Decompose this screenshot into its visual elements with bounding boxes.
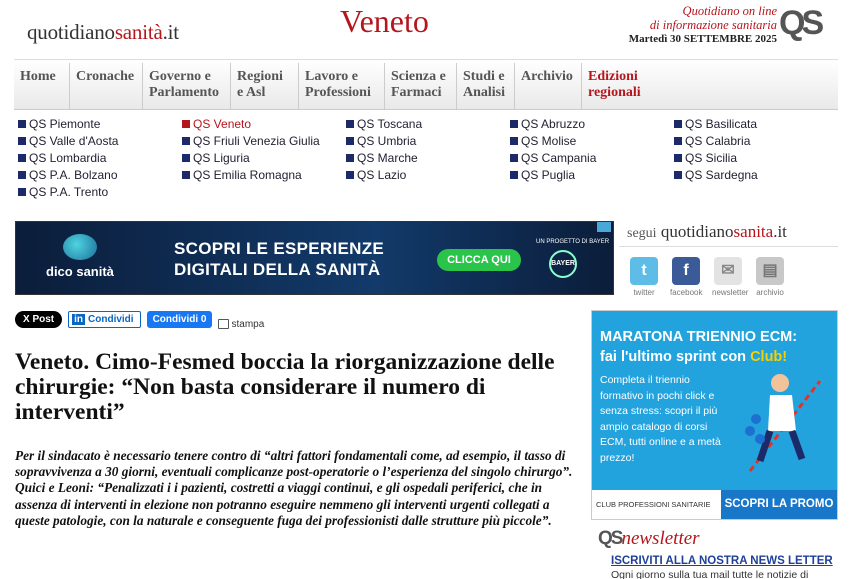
promo-footer-label: CLUB PROFESSIONI SANITARIE bbox=[596, 500, 711, 509]
bullet-square-icon bbox=[510, 137, 518, 145]
bullet-square-icon bbox=[182, 120, 190, 128]
current-date: Martedì 30 SETTEMBRE 2025 bbox=[628, 33, 777, 45]
region-title: Veneto bbox=[340, 3, 429, 39]
region-link-friuli[interactable]: QS Friuli Venezia Giulia bbox=[182, 132, 346, 149]
tagline bbox=[629, 4, 777, 46]
print-button[interactable]: stampa bbox=[218, 319, 264, 330]
bayer-logo-icon: BAYER bbox=[549, 250, 577, 278]
banner-brand: dico sanità bbox=[46, 234, 114, 279]
promo-body: Completa il triennio formativo in pochi click e senza stress: scopri il più ampio catalogo di corsi ECM, tutti online e a metà prezzo! bbox=[600, 374, 721, 464]
promo-ad[interactable] bbox=[591, 310, 838, 520]
nav-scienza-farmaci[interactable]: Scienza e Farmaci bbox=[385, 63, 457, 109]
bullet-square-icon bbox=[674, 120, 682, 128]
nav-archivio[interactable]: Archivio bbox=[515, 63, 582, 109]
adchoices-icon[interactable] bbox=[597, 222, 611, 232]
article-headline: Veneto. Cimo-Fesmed boccia la riorganizzazione delle chirurgie: “Non basta considerare il numero di interventi” bbox=[15, 349, 555, 425]
qs-logo-icon[interactable]: QS bbox=[779, 4, 821, 42]
right-sidebar bbox=[619, 216, 838, 297]
regional-editions-list bbox=[18, 115, 838, 200]
empty-cell bbox=[182, 183, 346, 200]
region-link-trento[interactable]: QS P.A. Trento bbox=[18, 183, 182, 200]
qs-logo-icon: QS bbox=[598, 528, 622, 549]
follow-header: segui quotidianosanita.it bbox=[619, 216, 838, 247]
region-link-sicilia[interactable]: QS Sicilia bbox=[674, 149, 838, 166]
region-link-basilicata[interactable]: QS Basilicata bbox=[674, 115, 838, 132]
region-link-marche[interactable]: QS Marche bbox=[346, 149, 510, 166]
region-link-bolzano[interactable]: QS P.A. Bolzano bbox=[18, 166, 182, 183]
promo-footer bbox=[592, 490, 837, 519]
region-link-valle-daosta[interactable]: QS Valle d'Aosta bbox=[18, 132, 182, 149]
region-link-emilia-romagna[interactable]: QS Emilia Romagna bbox=[182, 166, 346, 183]
promo-cta-button[interactable]: SCOPRI LA PROMO bbox=[721, 490, 837, 519]
empty-cell bbox=[346, 183, 510, 200]
logo-tld: .it bbox=[162, 20, 179, 44]
bullet-square-icon bbox=[18, 188, 26, 196]
folder-icon: ▤ bbox=[756, 257, 784, 285]
region-link-piemonte[interactable]: QS Piemonte bbox=[18, 115, 182, 132]
banner-cta-button[interactable]: CLICCA QUI bbox=[437, 249, 521, 271]
promo-heading: MARATONA TRIENNIO ECM: fai l'ultimo sprint con Club! bbox=[600, 329, 798, 365]
bullet-square-icon bbox=[674, 154, 682, 162]
facebook-icon: f bbox=[672, 257, 700, 285]
runner-illustration-icon bbox=[740, 361, 826, 476]
nav-governo-parlamento[interactable]: Governo e Parlamento bbox=[143, 63, 231, 109]
facebook-share-button[interactable]: Condividi 0 bbox=[147, 311, 213, 328]
envelope-icon: ✉ bbox=[714, 257, 742, 285]
bullet-square-icon bbox=[346, 154, 354, 162]
twitter-link[interactable]: t twitter bbox=[628, 257, 660, 297]
region-link-molise[interactable]: QS Molise bbox=[510, 132, 674, 149]
region-link-lazio[interactable]: QS Lazio bbox=[346, 166, 510, 183]
site-logo[interactable] bbox=[27, 20, 179, 45]
newsletter-description: Ogni giorno sulla tua mail tutte le notizie di bbox=[611, 569, 809, 579]
newsletter-signup-link[interactable]: ISCRIVITI ALLA NOSTRA NEWS LETTER bbox=[611, 555, 833, 567]
article-abstract: Per il sindacato è necessario tenere contro di “altri fattori fondamentali come, ad esempio, il tasso di sopravvivenza a 30 giorni, eventuali complicanze post-operatorie o l’esperienza del singolo chirurgo”. Quici e Leoni: “Penalizzati i i pazienti, costretti a viaggi continui, e gli ospedali periferici, che in assenza di interventi in elezione non potranno eseguire nemmeno gli interventi urgenti collegati a queste patologie, con la naturale e conseguente fuga dei professionisti dalle strutture più piccole”. bbox=[15, 448, 573, 528]
bullet-square-icon bbox=[18, 171, 26, 179]
bullet-square-icon bbox=[182, 154, 190, 162]
region-link-campania[interactable]: QS Campania bbox=[510, 149, 674, 166]
region-link-umbria[interactable]: QS Umbria bbox=[346, 132, 510, 149]
facebook-link[interactable]: f facebook bbox=[670, 257, 702, 297]
bullet-square-icon bbox=[346, 120, 354, 128]
newsletter-heading: QSnewsletter bbox=[598, 528, 700, 549]
nav-cronache[interactable]: Cronache bbox=[70, 63, 143, 109]
tagline-line1: Quotidiano on line bbox=[682, 4, 777, 18]
bullet-square-icon bbox=[18, 120, 26, 128]
region-link-veneto[interactable]: QS Veneto bbox=[182, 115, 346, 132]
nav-studi-analisi[interactable]: Studi e Analisi bbox=[457, 63, 515, 109]
newsletter-link[interactable]: ✉ newsletter bbox=[712, 257, 744, 297]
nav-edizioni-regionali[interactable]: Edizioni regionali bbox=[588, 69, 641, 100]
linkedin-share-button[interactable]: in Condividi bbox=[68, 311, 140, 328]
nav-lavoro-professioni[interactable]: Lavoro e Professioni bbox=[299, 63, 385, 109]
share-bar bbox=[15, 310, 264, 328]
bullet-square-icon bbox=[510, 171, 518, 179]
tagline-line2: di informazione sanitaria bbox=[649, 18, 777, 32]
twitter-icon: t bbox=[630, 257, 658, 285]
region-link-lombardia[interactable]: QS Lombardia bbox=[18, 149, 182, 166]
bullet-square-icon bbox=[674, 137, 682, 145]
logo-accent: sanità bbox=[114, 20, 163, 44]
empty-cell bbox=[510, 183, 674, 200]
bullet-square-icon bbox=[182, 137, 190, 145]
region-link-toscana[interactable]: QS Toscana bbox=[346, 115, 510, 132]
sponsor-label: UN PROGETTO DI BAYER bbox=[536, 239, 610, 245]
bullet-square-icon bbox=[346, 137, 354, 145]
region-link-sardegna[interactable]: QS Sardegna bbox=[674, 166, 838, 183]
bullet-square-icon bbox=[346, 171, 354, 179]
bullet-square-icon bbox=[18, 154, 26, 162]
region-link-puglia[interactable]: QS Puglia bbox=[510, 166, 674, 183]
archive-link[interactable]: ▤ archivio bbox=[754, 257, 786, 297]
nav-regioni-asl[interactable]: Regioni e Asl bbox=[231, 63, 299, 109]
region-link-liguria[interactable]: QS Liguria bbox=[182, 149, 346, 166]
bullet-square-icon bbox=[182, 171, 190, 179]
bullet-square-icon bbox=[674, 171, 682, 179]
region-link-abruzzo[interactable]: QS Abruzzo bbox=[510, 115, 674, 132]
printer-icon bbox=[218, 319, 229, 329]
bullet-square-icon bbox=[510, 120, 518, 128]
banner-headline: SCOPRI LE ESPERIENZE DIGITALI DELLA SANITÀ bbox=[174, 239, 385, 279]
region-link-calabria[interactable]: QS Calabria bbox=[674, 132, 838, 149]
bullet-square-icon bbox=[510, 154, 518, 162]
banner-ad[interactable] bbox=[15, 221, 614, 295]
empty-cell bbox=[674, 183, 838, 200]
social-links bbox=[619, 247, 838, 297]
bullet-square-icon bbox=[18, 137, 26, 145]
main-nav bbox=[14, 59, 838, 110]
nav-home[interactable]: Home bbox=[14, 63, 70, 109]
dico-sanita-logo-icon bbox=[63, 234, 97, 260]
logo-main: quotidiano bbox=[27, 20, 115, 44]
linkedin-icon: in bbox=[74, 313, 84, 325]
x-post-button[interactable]: X Post bbox=[15, 311, 62, 328]
